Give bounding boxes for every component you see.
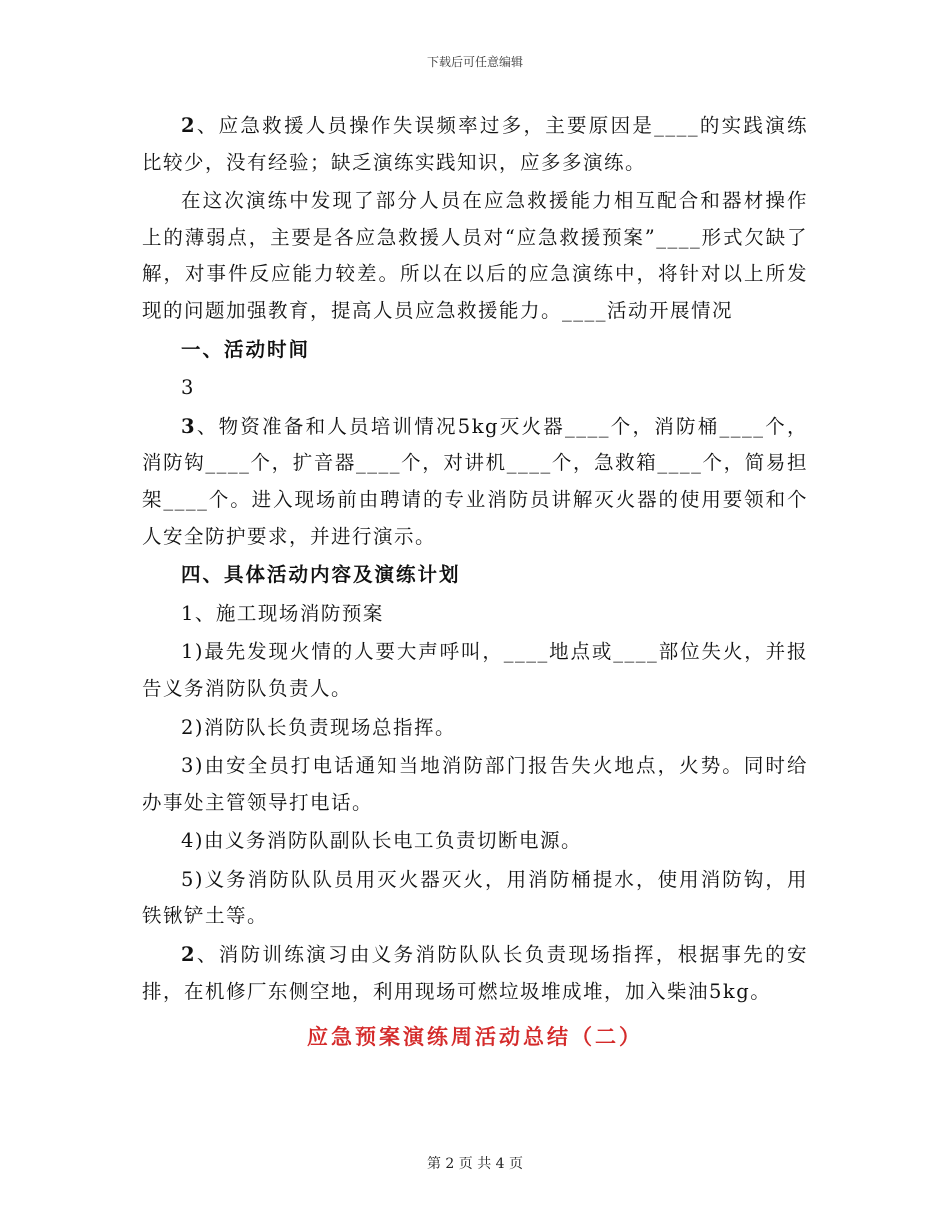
paragraph-lead-number: 2 <box>181 114 197 137</box>
paragraph-1 <box>142 108 808 181</box>
paragraph-lead-number: 1 <box>181 601 195 625</box>
paragraph-10: 3)由安全员打电话通知当地消防部门报告失火地点，火势。同时给办事处主管领导打电话。 <box>142 754 808 814</box>
paragraph-lead-number: 3 <box>181 414 197 438</box>
paragraph-4: 3 <box>181 376 195 400</box>
document-body <box>142 108 808 1056</box>
paragraph-12: 5)义务消防队队员用灭火器灭火，用消防桶提水，使用消防钩，用铁锹铲土等。 <box>142 867 808 928</box>
section-title: 应急预案演练周活动总结（二） <box>307 1024 643 1050</box>
page-number-footer: 第 2 页 共 4 页 <box>426 1156 524 1172</box>
paragraph-text: 、消防训练演习由义务消防队队长负责现场指挥，根据事先的安排，在机修厂东侧空地，利用现场可燃垃圾堆成堆，加入柴油5kg。 <box>142 943 808 1003</box>
paragraph-5 <box>142 409 808 555</box>
paragraph-text: 在这次演练中发现了部分人员在应急救援能力相互配合和器材操作上的薄弱点，主要是各应急救援人员对“应急救援预案”____形式欠缺了解，对事件反应能力较差。所以在以后的应急演练中，将针对以上所发现的问题加强教育，提高人员应急救援能力。____活动开展情况 <box>142 189 808 322</box>
paragraph-text: 、施工现场消防预案 <box>194 601 384 625</box>
paragraph-13 <box>142 937 808 1010</box>
paragraph-7 <box>142 596 808 633</box>
paragraph-text: 、应急救援人员操作失误频率过多，主要原因是____的实践演练比较少，没有经验；缺乏演练实践知识，应多多演练。 <box>142 114 808 174</box>
paragraph-8: 1)最先发现火情的人要大声呼叫，____地点或____部位失火，并报告义务消防队负责人。 <box>142 640 808 700</box>
paragraph-text: 、物资准备和人员培训情况5kg灭火器____个，消防桶____个，消防钩____个，扩音器____个，对讲机____个，急救箱____个，简易担架____个。进入现场前由聘请的专业消防员讲解灭火器的使用要领和个人安全防护要求，并进行演示。 <box>142 414 808 548</box>
paragraph-9: 2)消防队长负责现场总指挥。 <box>181 715 457 739</box>
paragraph-lead-number: 2 <box>181 943 197 967</box>
section-heading-activity-plan: 四、具体活动内容及演练计划 <box>181 563 461 587</box>
header-note: 下载后可任意编辑 <box>426 55 523 69</box>
paragraph-11: 4)由义务消防队副队长电工负责切断电源。 <box>181 829 583 853</box>
paragraph-2 <box>142 183 808 329</box>
section-heading-activity-time: 一、活动时间 <box>181 337 311 361</box>
